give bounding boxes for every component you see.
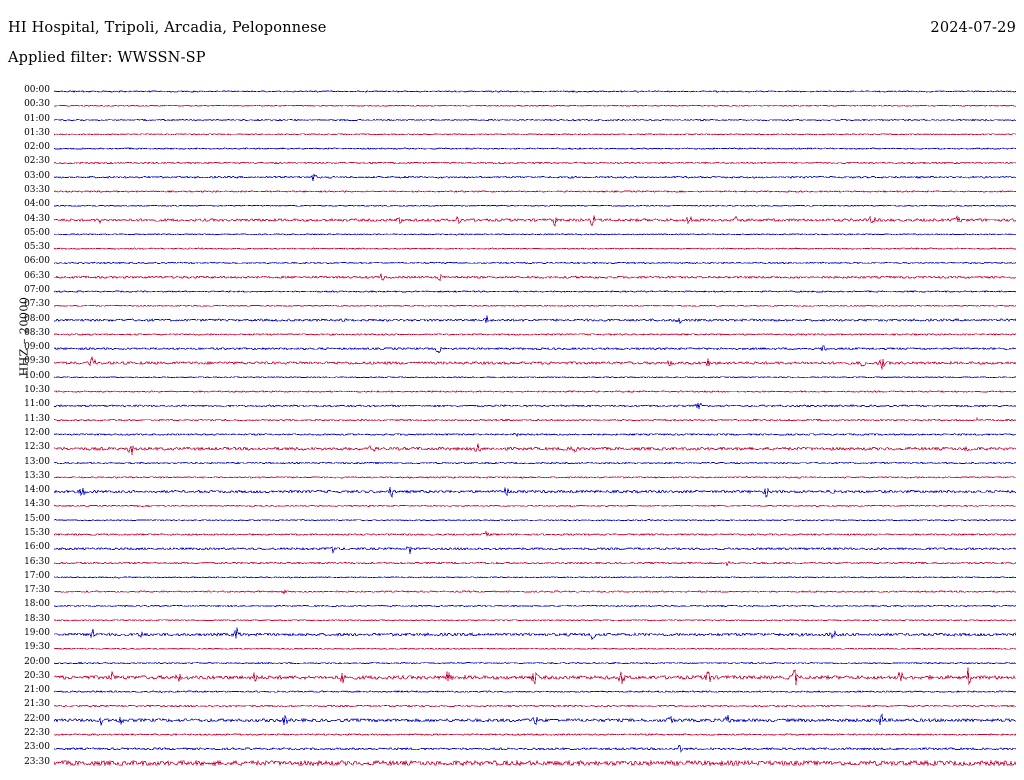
time-tick-label: 16:30: [24, 556, 50, 567]
seismic-trace: [54, 391, 1016, 392]
time-tick-label: 17:30: [24, 585, 50, 596]
page-title: HI Hospital, Tripoli, Arcadia, Peloponnese: [8, 20, 327, 36]
time-tick-label: 18:00: [24, 599, 50, 610]
seismic-trace: [54, 505, 1016, 506]
time-tick-label: 16:00: [24, 542, 50, 553]
time-tick-label: 22:30: [24, 728, 50, 739]
y-axis-label: HHZ – 20000: [17, 296, 31, 377]
time-tick-label: 12:30: [24, 442, 50, 453]
seismic-trace: [54, 316, 1016, 324]
time-tick-label: 11:00: [24, 399, 50, 410]
seismic-trace: [54, 663, 1016, 664]
time-tick-label: 09:00: [24, 342, 50, 353]
seismic-trace: [54, 605, 1016, 606]
seismic-trace: [54, 443, 1016, 454]
time-tick-label: 11:30: [24, 413, 50, 424]
seismic-trace: [54, 134, 1016, 135]
time-tick-label: 10:00: [24, 370, 50, 381]
time-tick-label: 02:30: [24, 156, 50, 167]
seismic-trace: [54, 734, 1016, 735]
time-tick-label: 20:30: [24, 670, 50, 681]
seismic-trace: [54, 705, 1016, 706]
seismic-trace: [54, 691, 1016, 692]
time-tick-label: 21:30: [24, 699, 50, 710]
seismic-trace: [54, 175, 1016, 182]
time-tick-label: 13:30: [24, 470, 50, 481]
seismic-trace: [54, 620, 1016, 621]
seismic-trace: [54, 205, 1016, 206]
time-tick-label: 08:30: [24, 327, 50, 338]
time-tick-label: 02:00: [24, 142, 50, 153]
time-tick-label: 05:00: [24, 227, 50, 238]
seismic-trace: [54, 714, 1016, 725]
seismic-trace: [54, 248, 1016, 249]
time-tick-label: 20:00: [24, 656, 50, 667]
seismic-trace: [54, 305, 1016, 306]
seismic-trace: [54, 577, 1016, 578]
seismic-trace: [54, 334, 1016, 335]
applied-filter-label: Applied filter: WWSSN-SP: [8, 50, 206, 66]
seismic-trace: [54, 590, 1016, 593]
seismic-trace: [54, 627, 1016, 639]
seismic-trace: [54, 547, 1016, 554]
time-tick-label: 19:30: [24, 642, 50, 653]
seismic-trace: [54, 91, 1016, 92]
time-tick-label: 14:30: [24, 499, 50, 510]
seismic-trace: [54, 291, 1016, 292]
seismic-trace: [54, 745, 1016, 751]
helicorder-plot: [54, 84, 1016, 770]
time-tick-label: 09:30: [24, 356, 50, 367]
time-tick-label: 18:30: [24, 613, 50, 624]
seismic-trace: [54, 148, 1016, 149]
seismic-trace: [54, 667, 1016, 684]
seismic-trace: [54, 105, 1016, 106]
seismic-trace: [54, 162, 1016, 163]
time-tick-label: 00:00: [24, 84, 50, 95]
time-tick-label: 01:00: [24, 113, 50, 124]
time-tick-label: 19:00: [24, 628, 50, 638]
seismic-trace: [54, 377, 1016, 378]
seismic-trace: [54, 357, 1016, 369]
seismic-trace: [54, 532, 1016, 536]
time-tick-label: 07:00: [24, 285, 50, 295]
seismic-trace: [54, 520, 1016, 521]
seismic-trace: [54, 761, 1016, 766]
seismic-trace: [54, 487, 1016, 497]
time-tick-label: 22:00: [24, 713, 50, 724]
time-tick-label: 04:00: [24, 199, 50, 210]
time-tick-label: 06:00: [24, 256, 50, 267]
seismic-trace: [54, 562, 1016, 566]
seismic-trace: [54, 403, 1016, 409]
seismic-trace: [54, 418, 1016, 421]
time-tick-label: 03:00: [24, 170, 50, 181]
time-tick-label: 23:30: [24, 756, 50, 767]
time-tick-label: 06:30: [24, 270, 50, 281]
time-tick-label: 04:30: [24, 213, 50, 224]
time-tick-label: 12:00: [24, 427, 50, 438]
time-tick-label: 23:00: [24, 742, 50, 753]
time-tick-label: 15:30: [24, 527, 50, 538]
time-tick-label: 21:00: [24, 685, 50, 696]
time-tick-label: 07:30: [24, 299, 50, 310]
seismic-trace: [54, 462, 1016, 463]
seismic-trace: [54, 477, 1016, 478]
time-tick-label: 01:30: [24, 127, 50, 138]
time-tick-labels: [0, 84, 52, 770]
time-tick-label: 10:30: [24, 385, 50, 396]
seismic-trace: [54, 191, 1016, 192]
seismic-trace: [54, 234, 1016, 235]
seismic-trace: [54, 119, 1016, 120]
time-tick-label: 08:00: [24, 313, 50, 324]
time-tick-label: 00:30: [24, 99, 50, 110]
time-tick-label: 13:00: [24, 456, 50, 467]
seismic-trace: [54, 262, 1016, 263]
time-tick-label: 05:30: [24, 242, 50, 253]
time-tick-label: 15:00: [24, 513, 50, 524]
record-date: 2024-07-29: [930, 20, 1016, 36]
seismic-trace: [54, 215, 1016, 225]
seismic-trace: [54, 648, 1016, 649]
seismic-trace: [54, 433, 1016, 436]
seismic-trace: [54, 274, 1016, 281]
time-tick-label: 14:00: [24, 485, 50, 496]
time-tick-label: 03:30: [24, 184, 50, 195]
seismic-trace: [54, 346, 1016, 353]
time-tick-label: 17:00: [24, 570, 50, 581]
